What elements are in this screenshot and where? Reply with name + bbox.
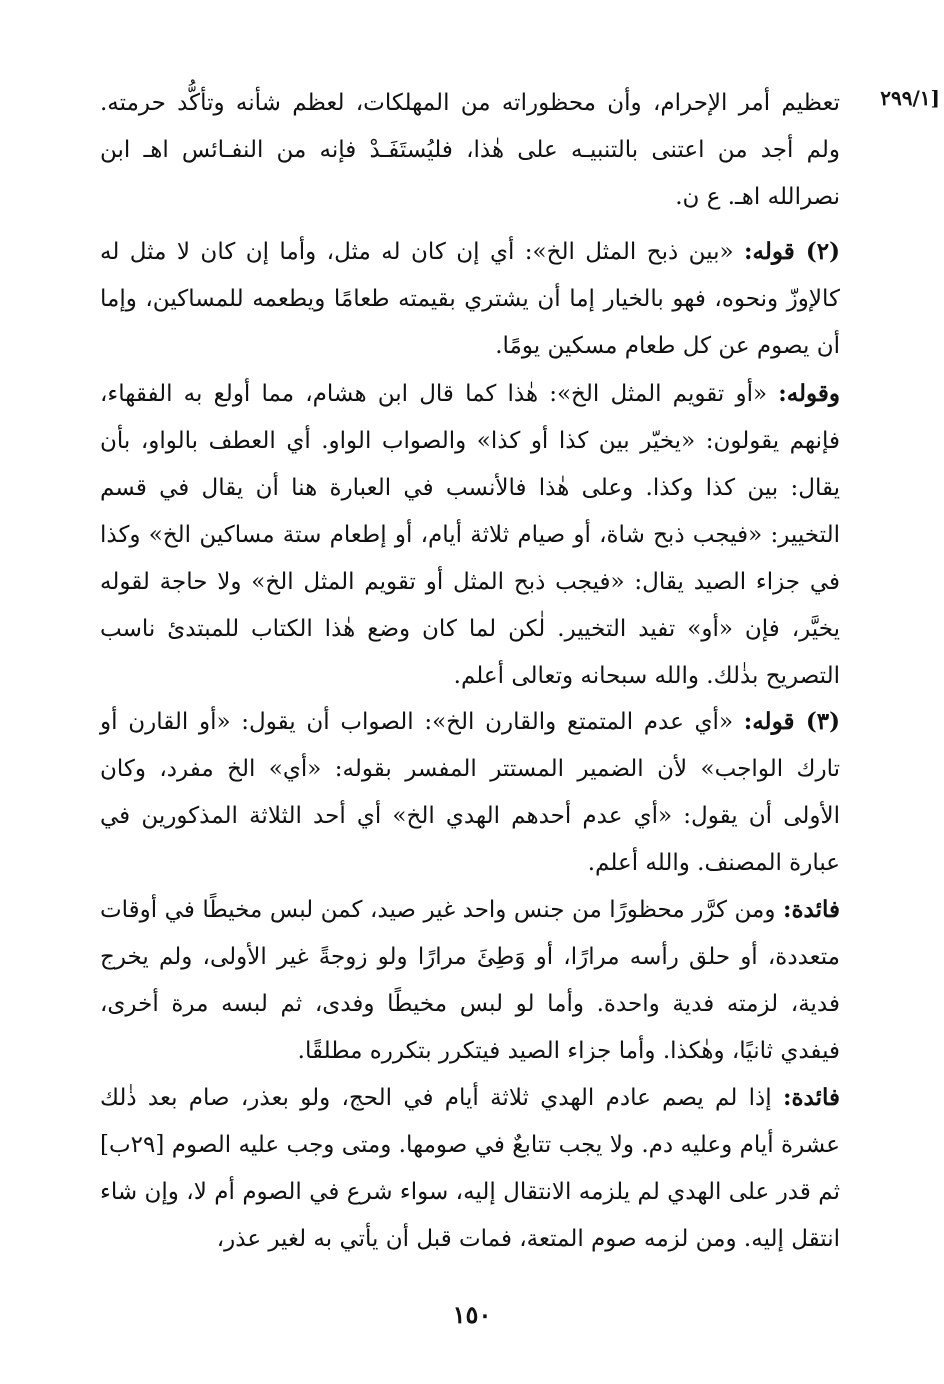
footnote-lead: (٣) قوله: [743,708,840,735]
footnote-3-text [100,698,840,887]
footnote-3 [100,698,840,887]
margin-reference: [٢٩٩/١ [880,86,940,110]
paragraph-continuation [100,80,840,221]
footnote-lead: وقوله: [778,380,841,407]
footnote-lead: (٢) قوله: [744,238,840,265]
benefit-lead: فائدة: [782,896,841,923]
footnote-2 [100,228,840,370]
footnote-body: «أو تقويم المثل الخ»: هٰذا كما قال ابن هشام، مما أولع به الفقهاء، فإنهم يقولون: «يخيّر بين كذا أو كذا» والصواب الواو. أي العطف بالواو، بأن يقال: بين كذا وكذا. وعلى هٰذا فالأنسب في العبارة هنا أن يقال في قسم التخيير: «فيجب ذبح شاة، أو صيام ثلاثة أيام، أو إطعام ستة مساكين الخ» وكذا في جزاء الصيد يقال: «فيجب ذبح المثل أو تقويم المثل الخ» ولا حاجة لقوله يخيَّر، فإن «أو» تفيد التخيير. لٰكن لما كان وضع هٰذا الكتاب للمبتدئ ناسب التصريح بذٰلك. والله سبحانه وتعالى أعلم. [100,381,840,689]
footnote-2-continued [100,370,840,700]
benefit-note-1 [100,886,840,1075]
footnote-body: «بين ذبح المثل الخ»: أي إن كان له مثل، وأما إن كان لا مثل له كالإوزّ ونحوه، فهو بالخيار إما أن يشتري بقيمته طعامًا ويطعمه للمساكين، وإما أن يصوم عن كل طعام مسكين يومًا. [100,239,840,359]
paragraph-text: تعظيم أمر الإحرام، وأن محظوراته من المهلكات، لعظم شأنه وتأكُّد حرمته. ولم أجد من اعتنى بالتنبيـه على هٰذا، فليُستَفَـدْ فإنه من النفـائس اهـ ابن نصرالله اهـ. ع ن. [100,90,840,210]
footnote-2b-text [100,370,840,700]
benefit-2-text [100,1074,840,1263]
footnote-body: «أي عدم المتمتع والقارن الخ»: الصواب أن يقول: «أو القارن أو تارك الواجب» لأن الضمير المستتر المفسر بقوله: «أي» الخ مفرد، وكان الأولى أن يقول: «أي عدم أحدهم الهدي الخ» أي أحد الثلاثة المذكورين في عبارة المصنف. والله أعلم. [100,709,840,876]
benefit-lead: فائدة: [782,1084,841,1111]
benefit-note-2 [100,1074,840,1263]
footnote-2-text [100,228,840,370]
benefit-body: إذا لم يصم عادم الهدي ثلاثة أيام في الحج، ولو بعذر، صام بعد ذٰلك عشرة أيام وعليه دم. ولا يجب تتابعٌ في صومها. ومتى وجب عليه الصوم [٢٩ب] ثم قدر على الهدي لم يلزمه الانتقال إليه، سواء شرع في الصوم أم لا، وإن شاء انتقل إليه. ومن لزمه صوم المتعة، فمات قبل أن يأتي به لغير عذر، [100,1085,840,1252]
page-number: ١٥٠ [452,1300,492,1329]
benefit-body: ومن كرَّر محظورًا من جنس واحد غير صيد، كمن لبس مخيطًا في أوقات متعددة، أو حلق رأسه مرارًا، أو وَطِئَ مرارًا ولو زوجةً غير الأولى، ولم يخرج فدية، لزمته فدية واحدة. وأما لو لبس مخيطًا وفدى، ثم لبسه مرة أخرى، فيفدي ثانيًا، وهٰكذا. وأما جزاء الصيد فيتكرر بتكرره مطلقًا. [100,897,840,1064]
benefit-1-text [100,886,840,1075]
